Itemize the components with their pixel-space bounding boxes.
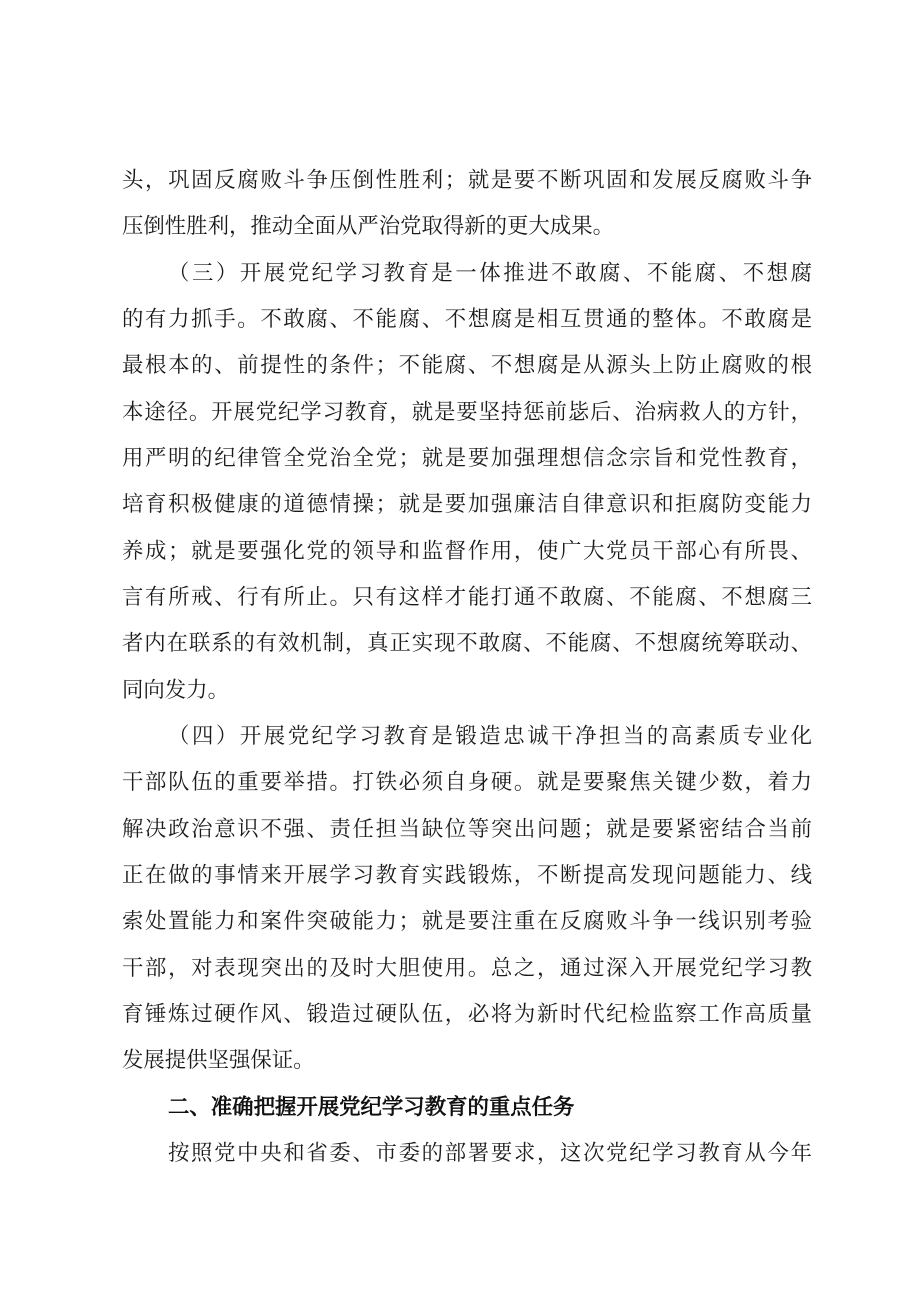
body-text-line: 培育积极健康的道德情操；就是要加强廉洁自律意识和拒腐防变能力 — [122, 492, 812, 517]
body-text-line: （三）开展党纪学习教育是一体推进不敢腐、不能腐、不想腐 — [168, 261, 812, 286]
body-text-line: 按照党中央和省委、市委的部署要求，这次党纪学习教育从今年 — [168, 1141, 812, 1166]
body-text-line: 头，巩固反腐败斗争压倒性胜利；就是要不断巩固和发展反腐败斗争 — [122, 168, 812, 193]
body-text-line: 最根本的、前提性的条件；不能腐、不想腐是从源头上防止腐败的根 — [122, 353, 812, 378]
body-text-line: 压倒性胜利，推动全面从严治党取得新的更大成果。 — [122, 214, 614, 239]
body-text-line: 育锤炼过硬作风、锻造过硬队伍，必将为新时代纪检监察工作高质量 — [122, 1002, 812, 1027]
body-text-line: 同向发力。 — [122, 678, 229, 703]
body-text-line: 者内在联系的有效机制，真正实现不敢腐、不能腐、不想腐统筹联动、 — [122, 631, 812, 656]
body-text-line: 用严明的纪律管全党治全党；就是要加强理想信念宗旨和党性教育， — [122, 446, 812, 471]
body-text-line: 本途径。开展党纪学习教育，就是要坚持惩前毖后、治病救人的方针， — [122, 400, 812, 425]
body-text-line: （四）开展党纪学习教育是锻造忠诚干净担当的高素质专业化 — [168, 724, 812, 749]
body-text-line: 正在做的事情来开展学习教育实践锻炼，不断提高发现问题能力、线 — [122, 863, 812, 888]
body-text-line: 发展提供坚强保证。 — [122, 1048, 315, 1073]
body-text-line: 索处置能力和案件突破能力；就是要注重在反腐败斗争一线识别考验 — [122, 909, 812, 934]
body-text-line: 的有力抓手。不敢腐、不能腐、不想腐是相互贯通的整体。不敢腐是 — [122, 307, 812, 332]
body-text-line: 干部队伍的重要举措。打铁必须自身硬。就是要聚焦关键少数，着力 — [122, 770, 812, 795]
section-heading: 二、准确把握开展党纪学习教育的重点任务 — [168, 1095, 575, 1120]
body-text-line: 解决政治意识不强、责任担当缺位等突出问题；就是要紧密结合当前 — [122, 817, 812, 842]
body-text-line: 养成；就是要强化党的领导和监督作用，使广大党员干部心有所畏、 — [122, 539, 812, 564]
body-text-line: 干部，对表现突出的及时大胆使用。总之，通过深入开展党纪学习教 — [122, 956, 812, 981]
body-text-line: 言有所戒、行有所止。只有这样才能打通不敢腐、不能腐、不想腐三 — [122, 585, 812, 610]
